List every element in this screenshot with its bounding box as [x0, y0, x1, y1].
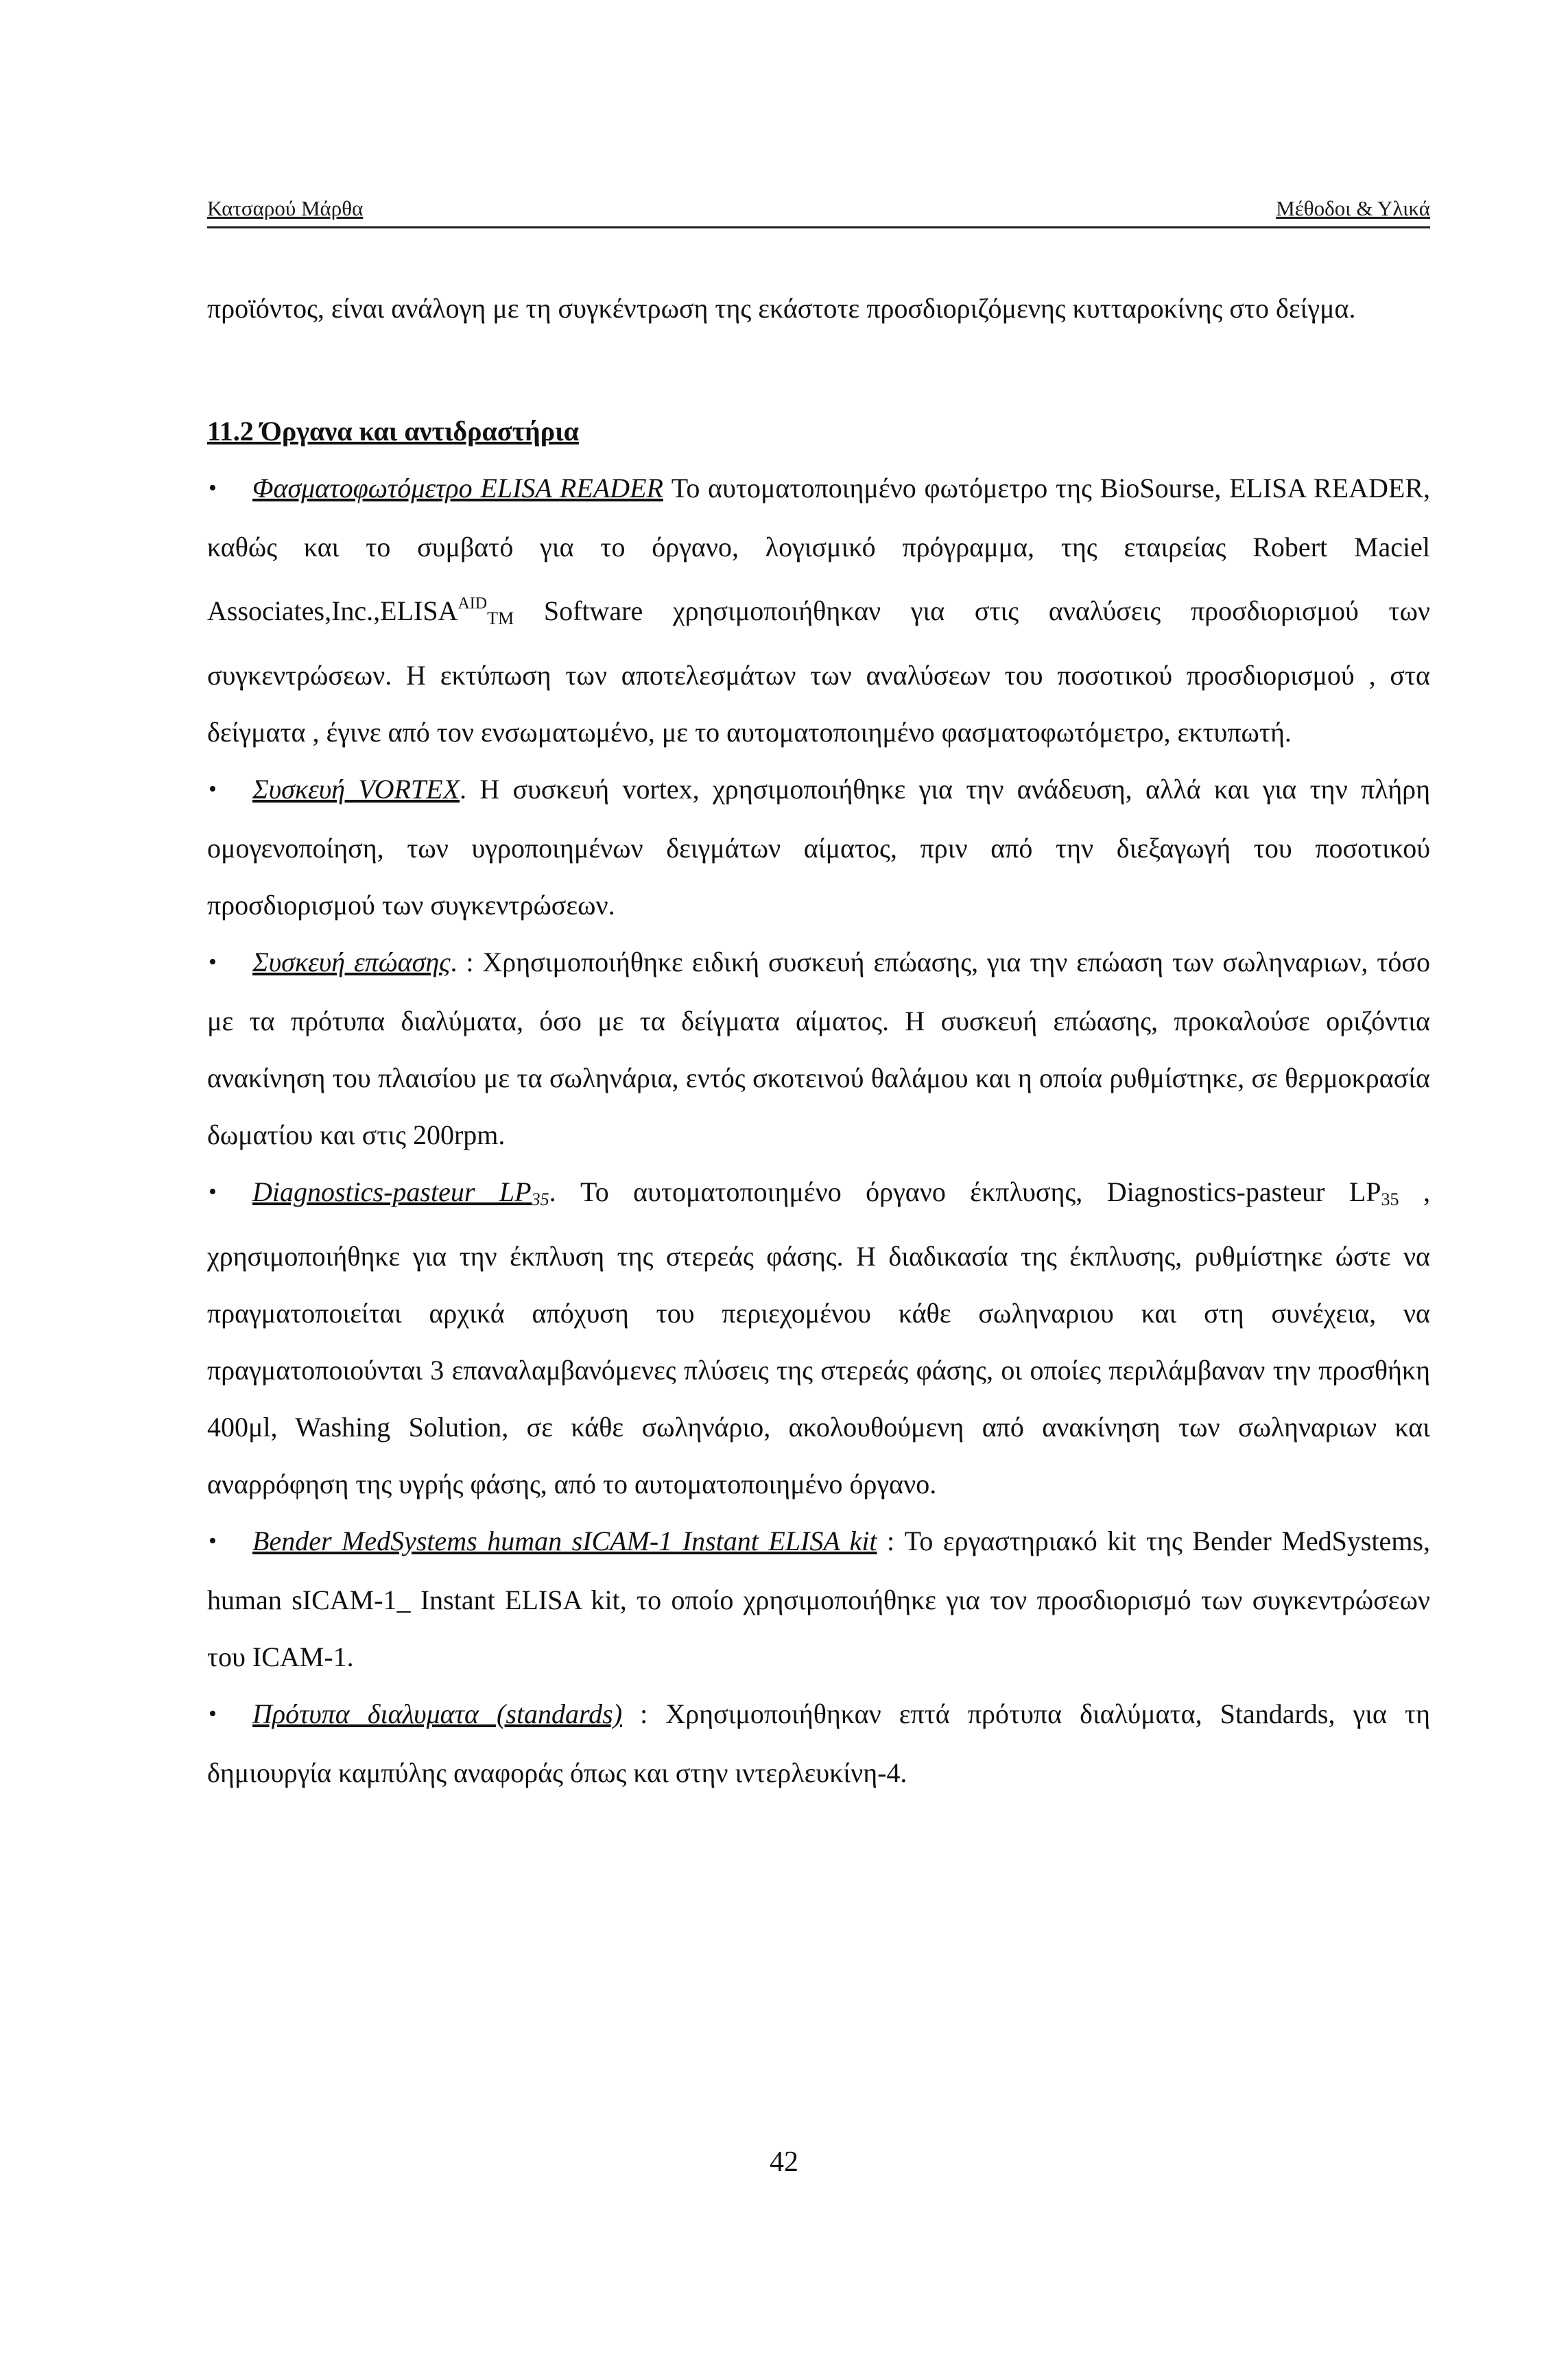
list-item-incubator	[207, 934, 1430, 1163]
list-item-elisa-kit	[207, 1512, 1430, 1685]
item-text-continued: Software χρησιμοποιήθηκαν για στις αναλύσεις προσδιορισμού των συγκεντρώσεων. Η εκτύπωση των αποτελεσμάτων των αναλύσεων του ποσοτικού προσδιορισμού , στα δείγματα , έγινε από τον ενσωματωμένο, με το αυτοματοποιημένο φασματοφωτόμετρο, εκτυπωτή.	[207, 595, 1430, 748]
list-item-standards	[207, 1685, 1430, 1801]
intro-paragraph: προϊόντος, είναι ανάλογη με τη συγκέντρωση της εκάστοτε προσδιοριζόμενης κυτταροκίνης στο δείγμα.	[207, 293, 1356, 324]
list-item-elisa-reader	[207, 460, 1430, 761]
item-text: : Το εργαστηριακό kit της Bender MedSystems, human sICAM-1_ Instant ELISA kit, το οποίο χρησιμοποιήθηκε για τον προσδιορισμό των συγκεντρώσεων του ICAM-1.	[207, 1526, 1430, 1672]
item-text: . Η συσκευή vortex, χρησιμοποιήθηκε για την ανάδευση, αλλά και για την πλήρη ομογενοποίηση, των υγροποιημένων δειγμάτων αίματος, πριν από την διεξαγωγή του ποσοτικού προσδιορισμού των συγκεντρώσεων.	[207, 774, 1431, 921]
item-label: Diagnostics-pasteur LP	[252, 1176, 532, 1207]
item-label: Φασματοφωτόμετρο ELISA READER	[252, 473, 663, 503]
bullet-icon	[207, 1512, 252, 1571]
list-item-vortex	[207, 761, 1430, 934]
bullet-icon	[207, 934, 252, 993]
list-item-washer	[207, 1163, 1430, 1512]
bullet-icon	[207, 761, 252, 820]
item-label-subscript: 35	[531, 1189, 549, 1209]
page-number: 42	[770, 2146, 798, 2178]
page-content	[207, 280, 1430, 1801]
item-subscript: TM	[487, 608, 514, 628]
section-title: 11.2 Όργανα και αντιδραστήρια	[207, 416, 579, 447]
item-text-continued: , χρησιμοποιήθηκε για την έκπλυση της στερεάς φάσης. Η διαδικασία της έκπλυσης, ρυθμίστηκε ώστε να πραγματοποιείται αρχικά απόχυση του περιεχομένου κάθε σωληναριου και στη συνέχεια, να πραγματοποιούνται 3 επαναλαμβανόμενες πλύσεις της στερεάς φάσης, οι οποίες περιλάμβαναν την προσθήκη 400μl, Washing Solution, σε κάθε σωληνάριο, ακολουθούμενη από ανακίνηση των σωληναριων και αναρρόφηση της υγρής φάσης, από το αυτοματοποιημένο όργανο.	[207, 1176, 1430, 1499]
bullet-icon	[207, 1163, 252, 1222]
item-text: . Το αυτοματοποιημένο όργανο έκπλυσης, Diagnostics-pasteur LP	[549, 1176, 1381, 1207]
item-text: : Χρησιμοποιήθηκαν επτά πρότυπα διαλύματα, Standards, για τη δημιουργία καμπύλης αναφοράς όπως και στην ιντερλευκίνη-4.	[207, 1698, 1430, 1788]
item-text: Το αυτοματοποιημένο φωτόμετρο της BioSourse, ELISA READER, καθώς και το συμβατό για το όργανο, λογισμικό πρόγραμμα, της εταιρείας Robert Maciel Associates,Inc.,ELISA	[207, 473, 1430, 626]
bullet-icon	[207, 460, 252, 519]
page-header	[207, 191, 1430, 228]
item-subscript: 35	[1381, 1189, 1399, 1209]
header-author: Κατσαρού Μάρθα	[207, 196, 364, 220]
item-label: Συσκευή VORTEX	[252, 774, 460, 805]
item-label: Συσκευή επώασης	[252, 947, 451, 977]
item-label: Πρότυπα διαλυματα (standards)	[252, 1698, 623, 1729]
item-superscript: AID	[458, 595, 488, 613]
item-label: Bender MedSystems human sICAM-1 Instant ELISA kit	[252, 1526, 877, 1556]
header-section: Μέθοδοι & Υλικά	[1276, 196, 1430, 220]
bullet-icon	[207, 1685, 252, 1744]
item-text: . : Χρησιμοποιήθηκε ειδική συσκευή επώασης, για την επώαση των σωληναριων, τόσο με τα πρότυπα διαλύματα, όσο με τα δείγματα αίματος. Η συσκευή επώασης, προκαλούσε οριζόντια ανακίνηση του πλαισίου με τα σωληνάρια, εντός σκοτεινού θαλάμου και η οποία ρυθμίστηκε, σε θερμοκρασία δωματίου και στις 200rpm.	[207, 947, 1430, 1150]
